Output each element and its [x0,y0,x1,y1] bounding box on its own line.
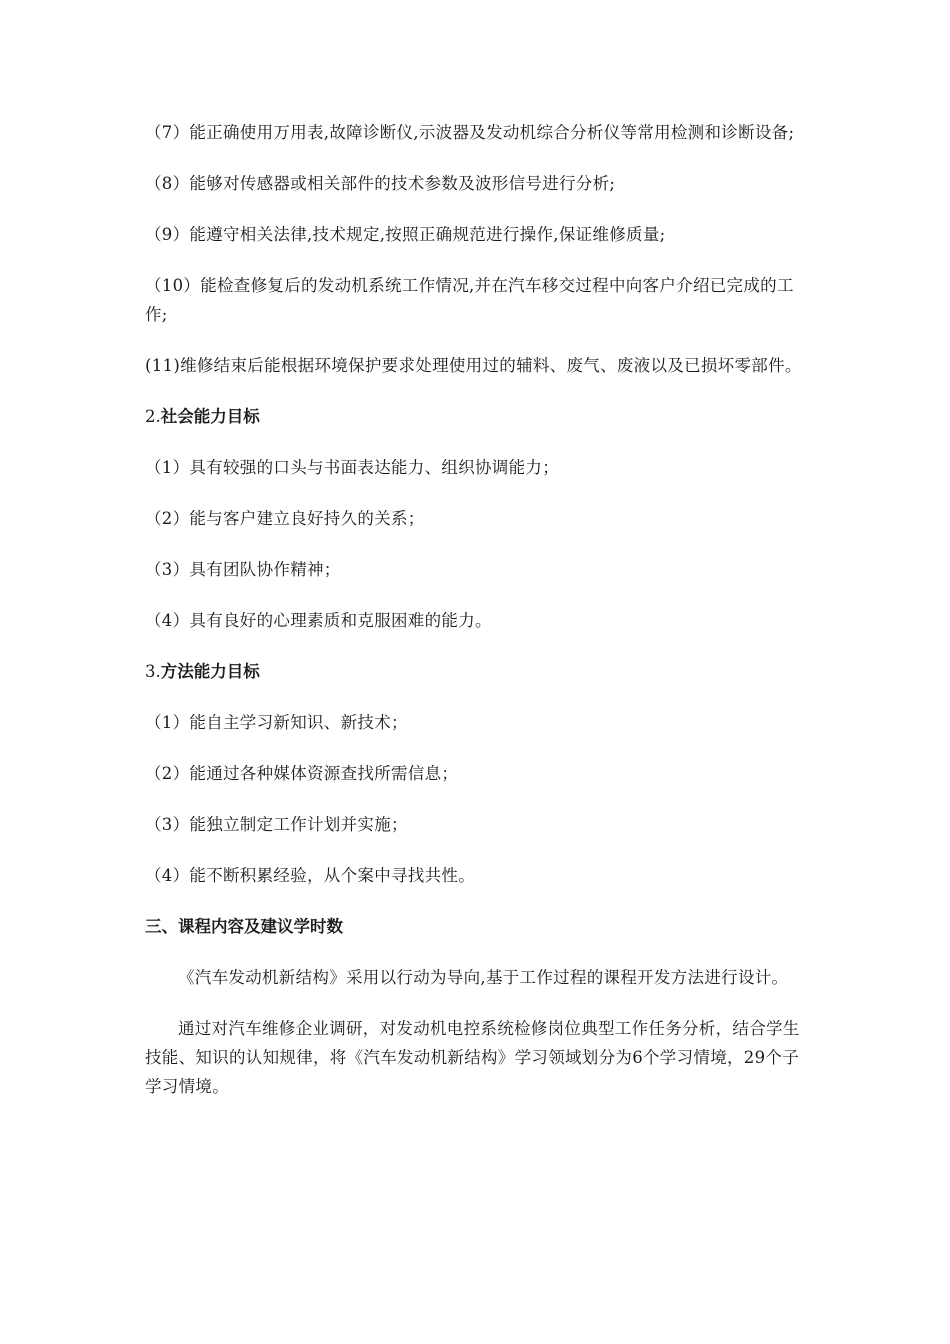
list-item: （1）能自主学习新知识、新技术； [145,713,408,732]
list-item: （3）能独立制定工作计划并实施； [145,815,408,834]
section-number: 3. [145,662,161,681]
section-heading-course: 三、课程内容及建议学时数 [145,917,343,936]
section-number: 2. [145,407,161,426]
list-item: （4）能不断积累经验，从个案中寻找共性。 [145,866,475,885]
section-heading-method [145,657,810,686]
list-item: （2）能通过各种媒体资源查找所需信息； [145,764,459,783]
list-item: （7）能正确使用万用表,故障诊断仪,示波器及发动机综合分析仪等常用检测和诊断设备; [145,123,795,142]
section-title: 方法能力目标 [160,662,260,681]
list-item: （10）能检查修复后的发动机系统工作情况,并在汽车移交过程中向客户介绍已完成的工作; [145,276,794,324]
body-paragraph: 《汽车发动机新结构》采用以行动为导向,基于工作过程的课程开发方法进行设计。 [178,968,789,987]
list-item: （2）能与客户建立良好持久的关系； [145,509,425,528]
list-item: （8）能够对传感器或相关部件的技术参数及波形信号进行分析; [145,174,616,193]
list-item: （4）具有良好的心理素质和克服困难的能力。 [145,611,492,630]
document-page [145,118,810,1123]
list-item: (11)维修结束后能根据环境保护要求处理使用过的辅料、废气、废液以及已损坏零部件。 [145,356,802,375]
section-heading-social [145,402,810,431]
list-item: （1）具有较强的口头与书面表达能力、组织协调能力； [145,458,559,477]
list-item: （9）能遵守相关法律,技术规定,按照正确规范进行操作,保证维修质量; [145,225,666,244]
section-title: 社会能力目标 [160,407,260,426]
list-item: （3）具有团队协作精神； [145,560,341,579]
body-paragraph: 通过对汽车维修企业调研，对发动机电控系统检修岗位典型工作任务分析，结合学生技能、知识的认知规律，将《汽车发动机新结构》学习领域划分为6个学习情境，29个子学习情境。 [145,1019,800,1096]
